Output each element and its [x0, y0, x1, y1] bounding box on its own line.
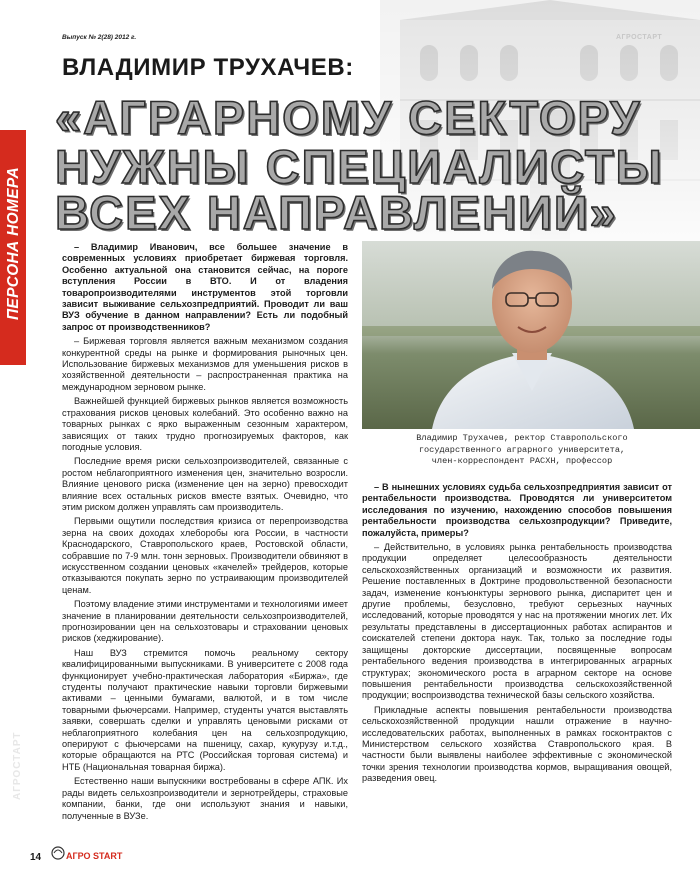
headline-line-2: НУЖНЫ СПЕЦИАЛИСТЫ — [55, 140, 664, 193]
article-column-right — [362, 482, 672, 788]
paragraph: – В нынешних условиях судьба сельхозпредприятия зависит от рентабельности производства. Проводятся ли университетом исследования по изучению, нахождению способов повышения рентабельности производства сельхозпродукции? Приведите, пожалуйста, примеры? — [362, 482, 672, 538]
paragraph: – Действительно, в условиях рынка рентабельность производства продукции определяет целесообразность деятельности сельскохозяйственных организаций и возможности их развития. Решение поставленных в Доктрине продовольственной безопасности задач, изменение конъюнктуры зернового рынка, диспаритет цен и другие проблемы, безусловно, требуют серьезных научных исследований, которые проводятся у нас на протяжении многих лет. Их результаты представлены в диссертационных работах аспирантов и соискателей степени доктора наук. Так, только за последние годы защищены докторские диссертации, посвященные вопросам рентабельного ведения производства в интегрированных аграрных структурах; экономического роста в аграрном секторе на основе повышения рентабельности производства сельскохозяйственной продукции; воспроизводства технической базы сельского хозяйства. — [362, 542, 672, 701]
caption-line-2: государственного аграрного университета, — [418, 444, 626, 455]
paragraph: – Биржевая торговля является важным механизмом создания конкурентной среды на рынке и формирования рыночных цен. Использование биржевых механизмов для уменьшения рисков в хозяйственной деятельности – распространенная практика на международном зерновом рынке. — [62, 336, 348, 392]
top-brand-logo: АГРОСТАРТ — [616, 34, 663, 41]
paragraph: Важнейшей функцией биржевых рынков является возможность страхования рисков ценовых колебаний. Это особенно важно на товарных рынках с ярко выраженным сезонным характером, зависящих от таких трудно прогнозируемых факторов, как погодные условия. — [62, 396, 348, 452]
paragraph: Первыми ощутили последствия кризиса от перепроизводства зерна на своих доходах хлеборобы юга России, в частности Краснодарского, Ставропольского краев, Ростовской области, собравшие по 7-9 млн. тонн зерновых. Производители обвиняют в искусственном создании ценовых «качелей» трейдеров, которые отказываются покупать зерно по устраивающим производителей ценам. — [62, 516, 348, 595]
side-watermark: АГРОСТАРТ — [12, 731, 23, 800]
issue-line: Выпуск № 2(28) 2012 г. — [62, 34, 137, 41]
paragraph: Наш ВУЗ стремится помочь реальному сектору квалифицированными выпускниками. В университете с 2008 года функционирует учебно-практическая лаборатория «Биржа», где студенты получают практические навыки торговли биржевыми активами – ценными бумагами, валютой, и в том числе товарными фьючерсами. Например, студенты учатся выставлять заявки, совершать сделки и управлять ценовыми рисками от неблагоприятного колебания цен на сельхозпродукцию, оперируют с фьючерсами на пшеницу, сахар, кукурузу и.т.д., которые обращаются на РТС (Российская торговая система) и НТБ (Национальная товарная биржа). — [62, 647, 348, 772]
headline-line-1: «АГРАРНОМУ СЕКТОРУ — [55, 91, 642, 144]
paragraph: Прикладные аспекты повышения рентабельности производства сельскохозяйственной продукции нашли отражение в научно-исследовательских работах, выполненных в рамках госконтрактов с Министерством сельского хозяйства Ставропольского края. В частности были выявлены наиболее эффективные с экономической точки зрения технологии производства кормов, выращивания овощей, разведения овец. — [362, 704, 672, 784]
paragraph: Поэтому владение этими инструментами и технологиями имеет значение в планировании деятельности сельхозпроизводителей, прогнозировании цен на сельхозтовары и страховании ценовых рисков (хеджирование). — [62, 599, 348, 644]
headline-name: ВЛАДИМИР ТРУХАЧЕВ: — [62, 54, 354, 81]
caption-line-3: член-корреспондент РАСХН, профессор — [431, 456, 613, 466]
headline-line-3: ВСЕХ НАПРАВЛЕНИЙ» — [55, 186, 618, 239]
portrait-photo — [362, 241, 700, 429]
caption-line-1: Владимир Трухачев, ректор Ставропольского — [416, 433, 628, 443]
photo-caption — [372, 433, 672, 468]
paragraph: Последние время риски сельхозпроизводителей, связанные с ростом неблагоприятного изменения цен, значительно возросли. Влияние ценового риска (изменение цен на зерно) превосходит влияние всех остальных рисков вместе взятых. Очевидно, что этим риском должен управлять сам производитель. — [62, 456, 348, 512]
paragraph: – Владимир Иванович, все большее значение в современных условиях приобретает биржевая торговля. Особенно актуальной она становится сейчас, на пороге вступления России в ВТО. И от владения товаропроизводителями инструментов этой торговли зависит выживание сельхозпредприятий. Проводит ли ваш ВУЗ обучение в данном направлении? Есть ли подобный запрос от производственников? — [62, 242, 348, 332]
page-number: 14 — [30, 852, 42, 863]
footer-logo-text: АГРО START — [66, 851, 123, 861]
paragraph: Естественно наши выпускники востребованы в сфере АПК. Их рады видеть сельхозпроизводители и зернотрейдеры, страховые компании, банки, где они используют знания и навыки, полученные в ВУЗе. — [62, 776, 348, 821]
article-column-left — [62, 242, 348, 825]
section-label: ПЕРСОНА НОМЕРА — [5, 166, 22, 321]
